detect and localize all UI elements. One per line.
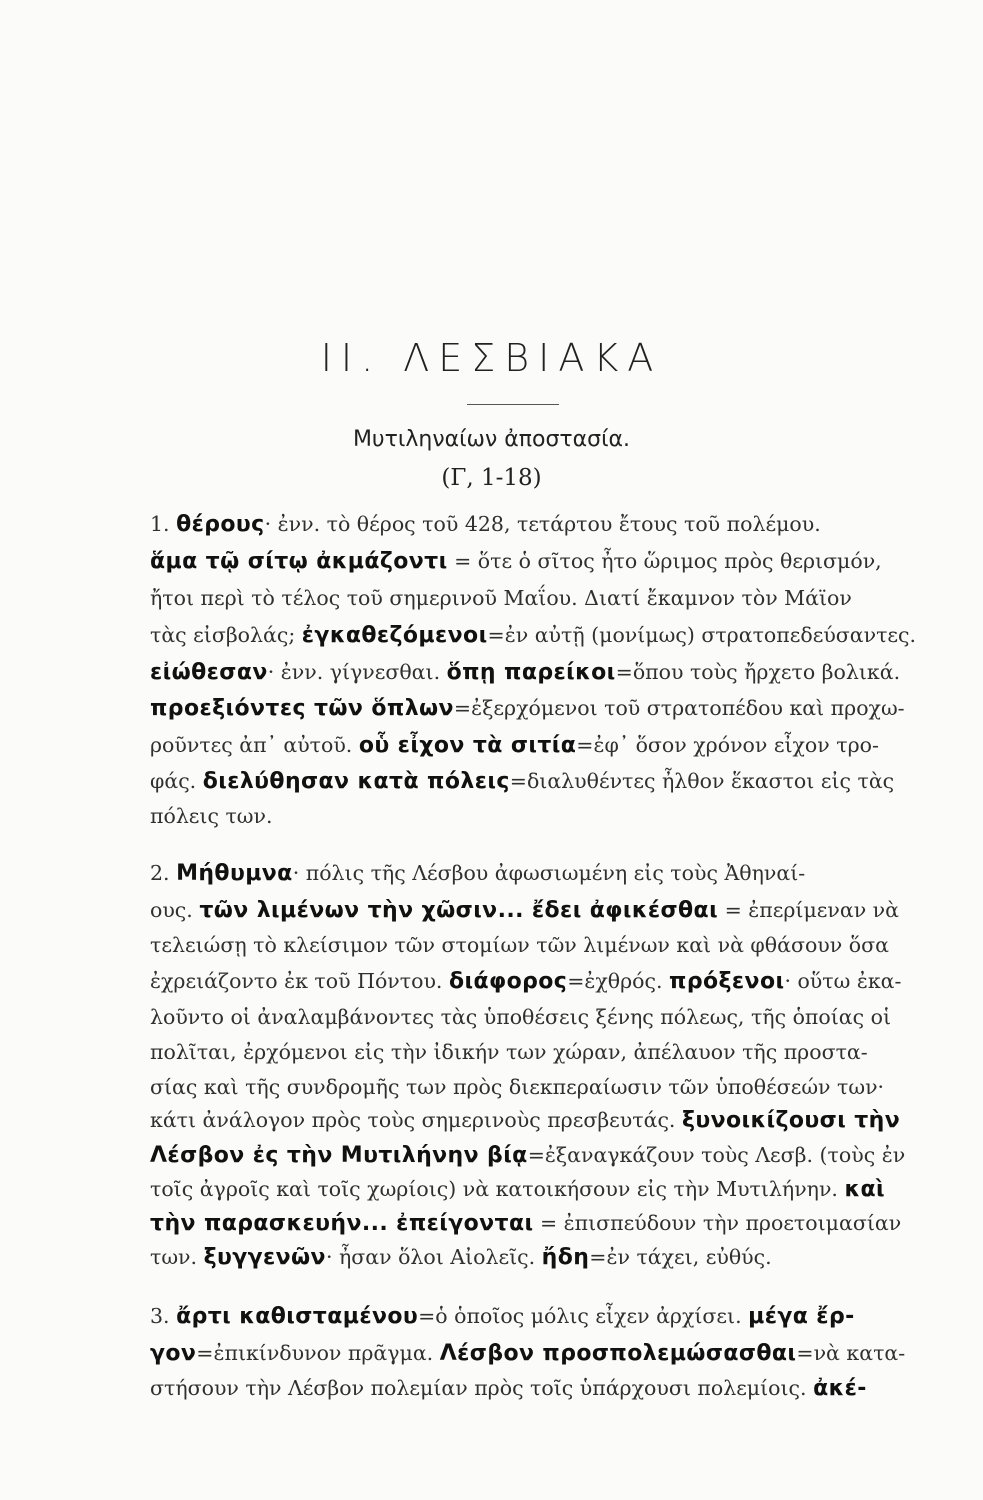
gloss-text: των. [150, 1245, 204, 1269]
gloss-text: =ἐν τάχει, εὐθύς. [589, 1245, 772, 1269]
text-line [150, 1139, 940, 1172]
title-divider [467, 404, 559, 405]
lemma-term: τῶν λιμένων τὴν χῶσιν... ἔδει ἀφικέσθαι [199, 898, 719, 923]
lemma-term: ἀκέ- [813, 1376, 867, 1401]
gloss-text: = ἐπερίμεναν νὰ [718, 898, 899, 922]
lemma-term: ἅμα τῷ σίτῳ ἀκμάζοντι [150, 549, 448, 574]
lemma-term: μέγα ἔρ- [748, 1304, 855, 1329]
lemma-term: πρόξενοι [669, 969, 785, 994]
lemma-term: ξυγγενῶν [203, 1245, 326, 1270]
gloss-text: =ἐχθρός. [567, 969, 670, 993]
gloss-text: 3. [150, 1304, 177, 1328]
lemma-term: καὶ [844, 1177, 885, 1202]
gloss-text: ἤτοι περὶ τὸ τέλος τοῦ σημερινοῦ Μαΐου. Διατί ἔκαμνον τὸν Μάϊον [150, 586, 852, 610]
lemma-term: ἐγκαθεζόμενοι [301, 623, 488, 648]
gloss-text: τὰς εἰσβολάς; [150, 623, 302, 647]
text-line [150, 800, 940, 832]
text-line [150, 1071, 940, 1103]
lemma-term: Λέσβον προσπολεμώσασθαι [439, 1341, 797, 1366]
text-line [150, 894, 940, 927]
gloss-text: ους. [150, 898, 200, 922]
gloss-text: =διαλυθέντες ἦλθον ἕκαστοι εἰς τὰς [509, 769, 895, 793]
gloss-text: =ἐφ᾽ ὅσον χρόνον εἶχον τρο- [576, 733, 879, 757]
chapter-subtitle: Μυτιληναίων ἀποστασία. [352, 427, 631, 452]
gloss-text: λοῦντο οἱ ἀναλαμβάνοντες τὰς ὑποθέσεις ξένης πόλεως, τῆς ὁποίας οἱ [150, 1005, 892, 1029]
text-line [150, 765, 940, 798]
text-line [150, 582, 940, 614]
text-line [150, 929, 940, 961]
lemma-term: ξυνοικίζουσι τὴν [681, 1108, 901, 1133]
gloss-text: =ἐξερχόμενοι τοῦ στρατοπέδου καὶ προχω- [453, 696, 905, 720]
text-line [150, 619, 940, 652]
gloss-text: · πόλις τῆς Λέσβου ἀφωσιωμένη εἰς τοὺς Ἀθηναί- [292, 861, 806, 885]
gloss-text: · ἐνν. τὸ θέρος τοῦ 428, τετάρτου ἔτους τοῦ πολέμου. [264, 512, 821, 536]
text-line [150, 656, 940, 689]
gloss-text: =ὁ ὁποῖος μόλις εἶχεν ἀρχίσει. [418, 1304, 749, 1328]
gloss-text: κάτι ἀνάλογον πρὸς τοὺς σημερινοὺς πρεσβευτάς. [150, 1108, 682, 1132]
gloss-text: τελειώσῃ τὸ κλείσιμον τῶν στομίων τῶν λιμένων καὶ νὰ φθάσουν ὅσα [150, 933, 889, 957]
lemma-term: διάφορος [448, 969, 568, 994]
lemma-term: Λέσβον ἐς τὴν Μυτιλήνην βίᾳ [150, 1143, 528, 1168]
gloss-text: = ἐπισπεύδουν τὴν προετοιμασίαν [533, 1211, 902, 1235]
lemma-term: οὗ εἶχον τὰ σιτία [358, 733, 577, 758]
gloss-text: φάς. [150, 769, 203, 793]
gloss-text: στήσουν τὴν Λέσβον πολεμίαν πρὸς τοῖς ὑπάρχουσι πολεμίοις. [150, 1376, 814, 1400]
gloss-text: =ὅπου τοὺς ἤρχετο βολικά. [615, 660, 901, 684]
gloss-text: =ἐξαναγκάζουν τοὺς Λεσβ. (τοὺς ἐν [527, 1143, 906, 1167]
lemma-term: ἄρτι καθισταμένου [176, 1304, 419, 1329]
chapter-title: II. ΛΕΣΒΙΑΚΑ [320, 336, 663, 380]
lemma-term: θέρους [176, 512, 265, 537]
gloss-text: 1. [150, 512, 177, 536]
lemma-term: Μήθυμνα [176, 861, 293, 886]
text-line [150, 1337, 940, 1370]
gloss-text: · οὕτω ἐκα- [784, 969, 902, 993]
text-line [150, 1300, 940, 1333]
gloss-text: = ὅτε ὁ σῖτος ἦτο ὥριμος πρὸς θερισμόν, [447, 549, 882, 573]
text-line [150, 857, 940, 890]
gloss-text: =ἐν αὐτῇ (μονίμως) στρατοπεδεύσαντες. [487, 623, 917, 647]
lemma-term: γον [150, 1341, 197, 1366]
gloss-text: ροῦντες ἀπ᾽ αὐτοῦ. [150, 733, 359, 757]
gloss-text: · ἦσαν ὅλοι Αἰολεῖς. [325, 1245, 542, 1269]
lemma-term: εἰώθεσαν [150, 660, 268, 685]
text-line [150, 1241, 940, 1274]
lemma-term: ὅπῃ παρείκοι [446, 660, 616, 685]
gloss-text: =νὰ κατα- [796, 1341, 906, 1365]
lemma-term: διελύθησαν κατὰ πόλεις [202, 769, 510, 794]
gloss-text: τοῖς ἀγροῖς καὶ τοῖς χωρίοις) νὰ κατοικήσουν εἰς τὴν Μυτιλήνην. [150, 1177, 845, 1201]
lemma-term: προεξιόντες τῶν ὅπλων [150, 696, 454, 721]
text-line [150, 1207, 940, 1240]
gloss-text: ἐχρειάζοντο ἐκ τοῦ Πόντου. [150, 969, 449, 993]
text-line [150, 508, 940, 541]
text-line [150, 965, 940, 998]
text-line [150, 1173, 940, 1206]
gloss-text: =ἐπικίνδυνον πρᾶγμα. [196, 1341, 440, 1365]
text-line [150, 1104, 940, 1137]
gloss-text: · ἐνν. γίγνεσθαι. [267, 660, 447, 684]
gloss-text: πολῖται, ἐρχόμενοι εἰς τὴν ἰδικήν των χώραν, ἀπέλαυον τῆς προστα- [150, 1040, 868, 1064]
lemma-term: ἤδη [541, 1245, 590, 1270]
text-line [150, 692, 940, 725]
gloss-text: σίας καὶ τῆς συνδρομῆς των πρὸς διεκπεραίωσιν τῶν ὑποθέσεών των· [150, 1075, 885, 1099]
chapter-reference: (Γ, 1-18) [441, 465, 542, 491]
lemma-term: τὴν παρασκευήν... ἐπείγονται [150, 1211, 534, 1236]
text-line [150, 1001, 940, 1033]
gloss-text: 2. [150, 861, 177, 885]
text-line [150, 729, 940, 762]
gloss-text: πόλεις των. [150, 804, 273, 828]
text-line [150, 1036, 940, 1068]
text-line [150, 1372, 940, 1405]
text-line [150, 545, 940, 578]
